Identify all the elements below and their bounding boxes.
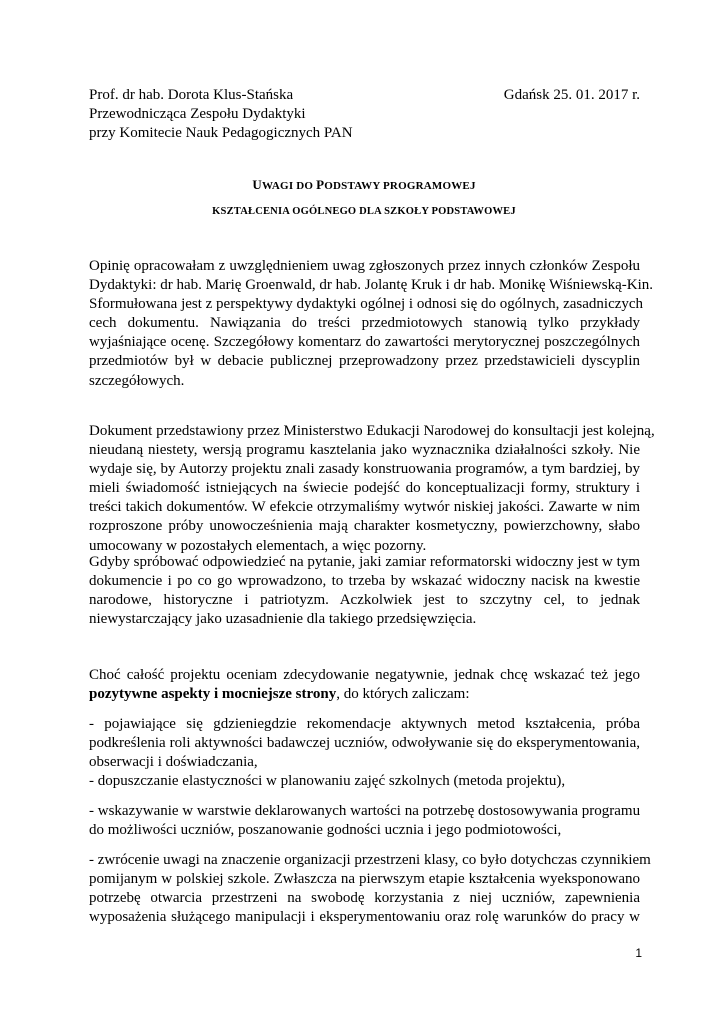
title-part2: ODSTAWY PROGRAMOWEJ xyxy=(324,180,476,192)
title-cap-u: U xyxy=(252,177,262,192)
bullet-adaptation xyxy=(89,802,640,840)
bullet-space-organization xyxy=(89,851,651,927)
bullet-line: - pojawiające się gdzieniegdzie rekomendacje aktywnych metod kształcenia, próba xyxy=(89,716,640,732)
bullet-line: do możliwości uczniów, poszanowanie godności ucznia i jego podmiotowości, xyxy=(89,822,562,839)
paragraph-line: dokumencie i po co go wprowadzono, to trzeba by wskazać widoczny nacisk na kwestie xyxy=(89,573,640,590)
bullet-active-methods xyxy=(89,715,640,772)
paragraph-line-rest: , do których zaliczam: xyxy=(336,686,470,703)
paragraph-line: wyjaśniające ocenę. Szczegółowy komentarz do zawartości merytorycznej poszczególnych xyxy=(89,334,640,351)
paragraph-assessment xyxy=(89,422,655,556)
bullet-flexibility xyxy=(89,772,640,791)
paragraph-line: Dokument przedstawiony przez Ministerstwo Edukacji Narodowej do konsultacji jest kolejną, xyxy=(89,423,655,439)
paragraph-line: treści takich dokumentów. W efekcie otrzymaliśmy wytwór niskiej jakości. Zawarte w nim xyxy=(89,499,640,516)
paragraph-line: Dydaktyki: dr hab. Marię Groenwald, dr hab. Jolantę Kruk i dr hab. Monikę Wiśniewską-Kin. xyxy=(89,277,653,294)
title-part1: WAGI DO xyxy=(261,180,317,192)
place-date: Gdańsk 25. 01. 2017 r. xyxy=(503,87,640,103)
paragraph-line: Sformułowana jest z perspektywy dydaktyki ogólnej i odnosi się do ogólnych, zasadniczych xyxy=(89,296,644,313)
paragraph-line: przedmiotów był w debacie publicznej przeprowadzony przez przedstawicieli dyscyplin xyxy=(89,353,640,370)
document-subtitle: KSZTAŁCENIA OGÓLNEGO DLA SZKOŁY PODSTAWOWEJ xyxy=(212,206,516,217)
paragraph-line: narodowe, historyczne i patriotyzm. Aczkolwiek jest to szczytny cel, to jednak xyxy=(89,592,640,609)
paragraph-line: nieudaną niestety, wersją programu kasztelania jako wyznacznika działalności szkoły. Nie xyxy=(89,442,640,459)
paragraph-intent xyxy=(89,553,640,629)
paragraph-line: mieli świadomość istniejących na świecie podejść do konceptualizacji formy, struktury i xyxy=(89,480,640,497)
bullet-line: pomijanym w polskiej szkole. Zwłaszcza na pierwszym etapie kształcenia wyeksponowano xyxy=(89,871,640,888)
bullet-line: - zwrócenie uwagi na znaczenie organizacji przestrzeni klasy, co było dotychczas czynnikiem xyxy=(89,852,651,868)
paragraph-line: umocowany w pozostałych elementach, a więc pozorny. xyxy=(89,537,427,554)
paragraph-line: Choć całość projektu oceniam zdecydowanie negatywnie, jednak chcę wskazać też jego xyxy=(89,667,640,683)
paragraph-line: cech dokumentu. Nawiązania do treści przedmiotowych stanowią tylko przykłady xyxy=(89,315,640,332)
emphasis-text: pozytywne aspekty i mocniejsze strony xyxy=(89,686,337,703)
page-number: 1 xyxy=(635,946,642,960)
document-title xyxy=(89,177,639,193)
paragraph-positives xyxy=(89,666,640,704)
author-role: Przewodnicząca Zespołu Dydaktyki xyxy=(89,106,306,122)
author-block xyxy=(89,86,449,143)
paragraph-line: Gdyby spróbować odpowiedzieć na pytanie, jaki zamiar reformatorski widoczny jest w tym xyxy=(89,554,640,570)
bullet-line: wyposażenia służącego manipulacji i eksperymentowaniu oraz rolę warunków do pracy w xyxy=(89,909,640,926)
author-committee: przy Komitecie Nauk Pedagogicznych PAN xyxy=(89,125,353,141)
paragraph-line xyxy=(89,685,640,704)
bullet-line: - dopuszczanie elastyczności w planowaniu zajęć szkolnych (metoda projektu), xyxy=(89,773,566,789)
author-name: Prof. dr hab. Dorota Klus-Stańska xyxy=(89,87,294,103)
bullet-line: - wskazywanie w warstwie deklarowanych wartości na potrzebę dostosowywania programu xyxy=(89,803,641,819)
bullet-line: podkreślenia roli aktywności badawczej uczniów, odwoływanie się do eksperymentowania, xyxy=(89,735,640,752)
bullet-line: obserwacji i doświadczania, xyxy=(89,754,258,771)
paragraph-intro xyxy=(89,257,653,391)
bullet-line: potrzebę otwarcia przestrzeni na swobodę korzystania z niej uczniów, zapewnienia xyxy=(89,890,640,907)
paragraph-line: niewystarczający jako uzasadnienie dla takiego przedsięwzięcia. xyxy=(89,611,477,628)
title-cap-p: P xyxy=(316,177,325,192)
paragraph-line: Opinię opracowałam z uwzględnieniem uwag zgłoszonych przez innych członków Zespołu xyxy=(89,258,640,274)
paragraph-line: wydaje się, by Autorzy projektu znali zasady konstruowania programów, a tym bardziej, by xyxy=(89,461,640,478)
paragraph-line: rozproszone próby unowocześnienia mają charakter kosmetyczny, powierzchowny, słabo xyxy=(89,518,640,535)
paragraph-line: szczegółowych. xyxy=(89,372,185,389)
